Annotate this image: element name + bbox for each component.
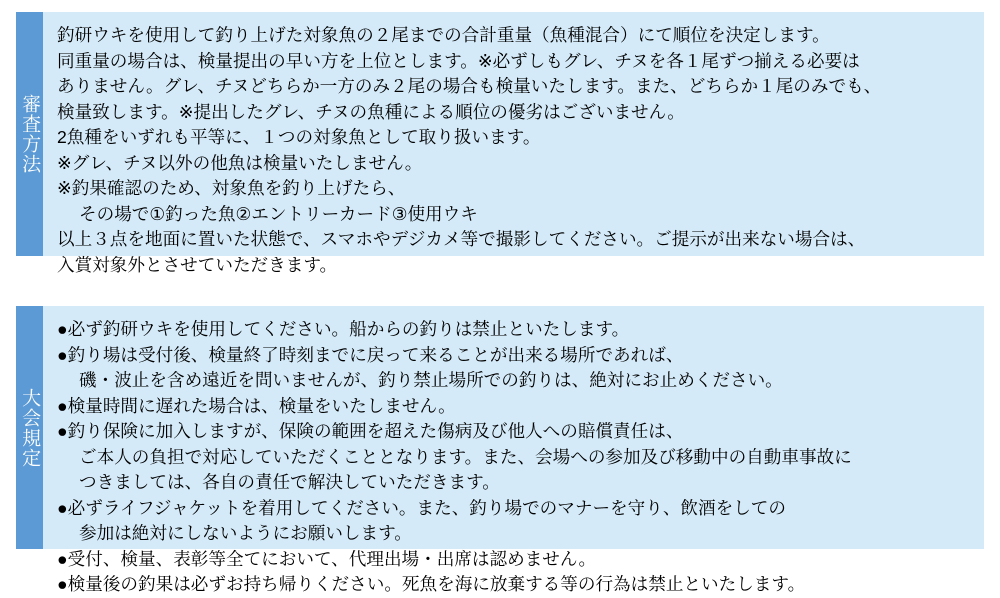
body-line: 2魚種をいずれも平等に、１つの対象魚として取り扱います。	[57, 127, 541, 147]
section-judging-method	[16, 12, 984, 275]
body-line: ●釣り保険に加入しますが、保険の範囲を超えた傷病及び他人への賠償責任は、	[57, 421, 684, 441]
body-line: ご本人の負担で対応していただくこととなります。また、会場への参加及び移動中の自動車事故に	[79, 446, 852, 467]
section-tournament-rules	[16, 306, 984, 594]
section-label-bar-tournament-rules	[16, 306, 43, 549]
section-label-bar-judging-method	[16, 12, 43, 256]
body-line: ※釣果確認のため、対象魚を釣り上げたら、	[57, 178, 406, 198]
body-line: 同重量の場合は、検量提出の早い方を上位とします。※必ずしもグレ、チヌを各１尾ずつ揃える必要は	[57, 50, 860, 71]
body-line: ●釣り場は受付後、検量終了時刻までに戻って来ることが出来る場所であれば、	[57, 344, 684, 365]
body-line: 参加は絶対にしないようにお願いします。	[79, 523, 412, 543]
body-line: ●検量後の釣果は必ずお持ち帰りください。死魚を海に放棄する等の行為は禁止といたします。	[57, 574, 806, 594]
body-line: ●検量時間に遅れた場合は、検量をいたしません。	[57, 395, 456, 416]
body-line: 検量致します。※提出したグレ、チヌの魚種による順位の優劣はございません。	[57, 101, 685, 122]
body-line: ●必ずライフジャケットを着用してください。また、釣り場でのマナーを守り、飲酒をしての	[57, 497, 786, 518]
body-line: ※グレ、チヌ以外の他魚は検量いたしません。	[57, 152, 423, 173]
body-line: 入賞対象外とさせていただきます。	[57, 254, 338, 275]
section-label-text: 審査方法	[19, 94, 41, 174]
section-label-text: 大会規定	[19, 387, 41, 468]
body-line: その場で①釣った魚②エントリーカード③使用ウキ	[79, 203, 478, 224]
body-line: つきましては、各自の責任で解決していただきます。	[79, 472, 500, 492]
body-line: 以上３点を地面に置いた状態で、スマホやデジカメ等で撮影してください。ご提示が出来ない場合は、	[57, 229, 866, 249]
section-body-judging-method	[43, 12, 984, 275]
body-line: 釣研ウキを使用して釣り上げた対象魚の２尾までの合計重量（魚種混合）にて順位を決定します。	[57, 25, 830, 45]
body-line: ●受付、検量、表彰等全てにおいて、代理出場・出席は認めません。	[57, 548, 597, 569]
body-line: 磯・波止を含め遠近を問いませんが、釣り禁止場所での釣りは、絶対にお止めください。	[79, 370, 783, 390]
body-line: ありません。グレ、チヌどちらか一方のみ２尾の場合も検量いたします。また、どちらか１尾のみでも、	[57, 76, 882, 96]
body-line: ●必ず釣研ウキを使用してください。船からの釣りは禁止といたします。	[57, 319, 630, 339]
section-body-tournament-rules	[43, 306, 984, 594]
